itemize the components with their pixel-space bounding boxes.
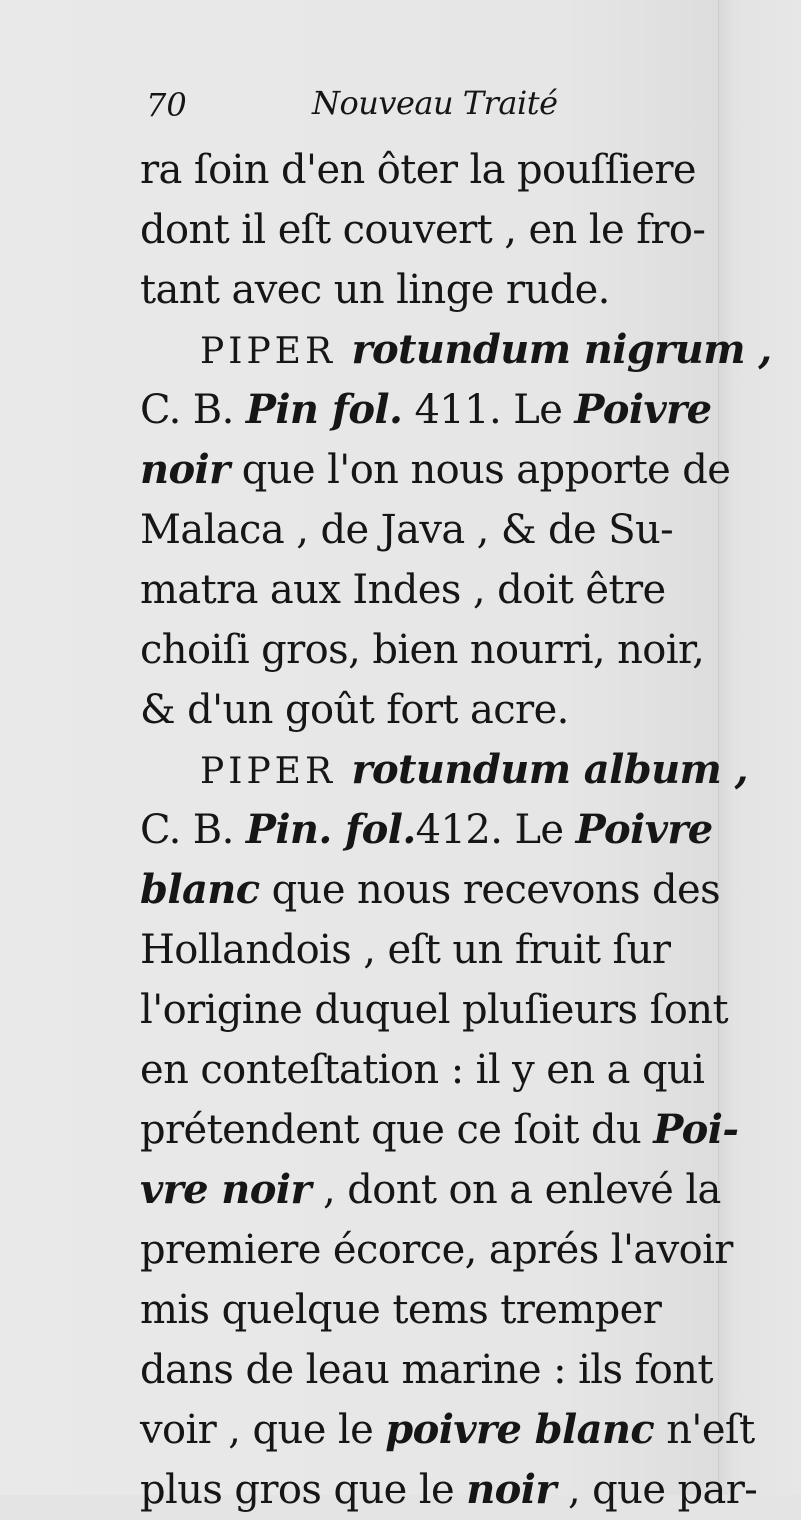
- text-segment: dans de leau marine : ils font: [140, 1347, 713, 1393]
- text-segment: C. B.: [140, 807, 246, 853]
- text-line: [140, 500, 720, 560]
- text-line: [140, 620, 720, 680]
- body-text: [140, 140, 772, 1520]
- text-segment: , dont on a enlevé la: [310, 1167, 721, 1213]
- text-line: [140, 1460, 758, 1520]
- text-line: [140, 980, 728, 1040]
- text-segment: voir , que le: [140, 1407, 386, 1453]
- italic-text: rotundum album ,: [351, 746, 748, 793]
- italic-text: noir: [466, 1466, 556, 1513]
- text-line: [140, 440, 731, 500]
- text-segment: ra ſoin d'en ôter la pouſſiere: [140, 147, 696, 193]
- text-segment: en conteſtation : il y en a qui: [140, 1047, 705, 1093]
- text-line: [140, 140, 720, 200]
- text-segment: , que par-: [555, 1467, 758, 1513]
- italic-text: blanc: [140, 866, 260, 913]
- italic-text: Poivre: [574, 386, 712, 433]
- small-caps-text: PIPER: [200, 751, 352, 792]
- italic-text: rotundum nigrum ,: [351, 326, 772, 373]
- italic-text: Pin fol.: [245, 386, 403, 433]
- text-line: [140, 800, 720, 860]
- page-number: 70: [146, 86, 187, 124]
- text-segment: prétendent que ce ſoit du: [140, 1107, 654, 1153]
- text-segment: tant avec un linge rude.: [140, 267, 610, 313]
- italic-text: Poi-: [653, 1106, 739, 1153]
- text-segment: matra aux Indes , doit être: [140, 567, 666, 613]
- text-line: [140, 380, 720, 440]
- text-line: [140, 1100, 739, 1160]
- text-line: [140, 1280, 720, 1340]
- text-segment: n'eſt: [654, 1407, 755, 1453]
- italic-text: Pin. fol.: [245, 806, 416, 853]
- text-line: [140, 1220, 733, 1280]
- text-line: [140, 920, 720, 980]
- text-line: [140, 560, 720, 620]
- text-line: [140, 1040, 720, 1100]
- text-segment: premiere écorce, aprés l'avoir: [140, 1227, 733, 1273]
- text-line: [140, 1400, 755, 1460]
- text-segment: l'origine duquel pluſieurs ſont: [140, 987, 728, 1033]
- text-line: [140, 860, 720, 920]
- italic-text: vre noir: [140, 1166, 311, 1213]
- text-segment: C. B.: [140, 387, 246, 433]
- text-line: [140, 680, 720, 740]
- text-segment: & d'un goût fort acre.: [140, 687, 569, 733]
- page-text-block: [140, 78, 772, 1520]
- text-line: [140, 740, 748, 800]
- text-line: [140, 1160, 720, 1220]
- text-segment: que nous recevons des: [259, 867, 721, 913]
- text-segment: mis quelque tems tremper: [140, 1287, 662, 1333]
- page-header: [140, 78, 720, 140]
- italic-text: poivre blanc: [385, 1406, 655, 1453]
- italic-text: noir: [140, 446, 230, 493]
- small-caps-text: PIPER: [200, 331, 352, 372]
- italic-text: Poivre: [575, 806, 713, 853]
- text-line: [140, 200, 720, 260]
- text-segment: 412. Le: [415, 807, 576, 853]
- text-segment: Malaca , de Java , & de Su-: [140, 507, 674, 553]
- text-segment: plus gros que le: [140, 1467, 467, 1513]
- text-segment: choiſi gros, bien nourri, noir,: [140, 627, 705, 673]
- text-segment: que l'on nous apporte de: [229, 447, 731, 493]
- text-segment: 411. Le: [402, 387, 575, 433]
- text-segment: dont il eſt couvert , en le fro-: [140, 207, 706, 253]
- text-line: [140, 320, 772, 380]
- text-line: [140, 1340, 720, 1400]
- text-segment: Hollandois , eſt un fruit ſur: [140, 927, 671, 973]
- text-line: [140, 260, 720, 320]
- running-title: Nouveau Traité: [312, 84, 558, 122]
